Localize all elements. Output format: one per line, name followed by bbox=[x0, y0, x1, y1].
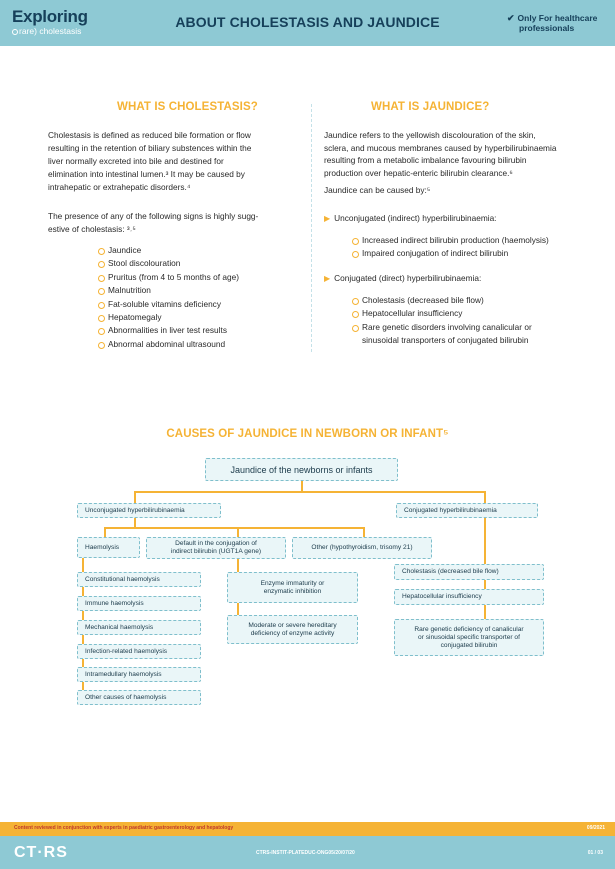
haemolysis-item: Constitutional haemolysis bbox=[77, 572, 201, 587]
conjugation-default-node bbox=[146, 537, 286, 559]
enzyme-deficiency-node bbox=[227, 615, 358, 644]
cholestasis-definition bbox=[48, 129, 303, 194]
cholestasis-signs-list bbox=[98, 244, 239, 351]
haemolysis-item: Infection-related haemolysis bbox=[77, 644, 201, 659]
logo-subtitle: rare) cholestasis bbox=[12, 26, 88, 36]
logo-title: Exploring bbox=[12, 7, 88, 26]
text-line: Jaundice refers to the yellowish discolouration of the skin, bbox=[324, 130, 536, 140]
text-line: The presence of any of the following signs is highly sugg- bbox=[48, 211, 259, 221]
unconjugated-node: Unconjugated hyperbilirubinaemia bbox=[77, 503, 221, 518]
text-line: sinusoidal transporters of conjugated bilirubin bbox=[362, 335, 529, 346]
jaundice-definition bbox=[324, 129, 609, 179]
other-causes-node: Other (hypothyroidism, trisomy 21) bbox=[292, 537, 432, 559]
text-line: elimination into intestinal lumen.³ It may be caused by bbox=[48, 169, 245, 179]
text-line: sclera, and mucous membranes caused by hyperbilirubinaemia bbox=[324, 142, 557, 153]
diagram-root-node: Jaundice of the newborns or infants bbox=[205, 458, 398, 481]
text-line: Rare genetic disorders involving canalicular or bbox=[362, 321, 532, 332]
conjugated-node: Conjugated hyperbilirubinaemia bbox=[396, 503, 538, 518]
text-line: Default in the conjugation of bbox=[175, 540, 257, 547]
connector-line bbox=[134, 491, 485, 493]
text-line: estive of cholestasis: ³˒⁵ bbox=[48, 224, 136, 234]
logo-sub-rare: rare bbox=[19, 26, 35, 36]
haemolysis-item: Intramedullary haemolysis bbox=[77, 667, 201, 682]
conjugated-list bbox=[352, 294, 532, 348]
cholestasis-signs-intro bbox=[48, 210, 303, 236]
text-line: conjugated bilirubin bbox=[440, 641, 498, 649]
haemolysis-node: Haemolysis bbox=[77, 537, 140, 558]
haemolysis-item: Mechanical haemolysis bbox=[77, 620, 201, 635]
connector-line bbox=[237, 559, 239, 572]
unconjugated-list bbox=[352, 234, 549, 261]
ctrs-logo: CT·RS bbox=[14, 844, 68, 861]
conjugated-heading bbox=[324, 272, 481, 285]
list-item: Pruritus (from 4 to 5 months of age) bbox=[98, 271, 239, 284]
connector-line bbox=[363, 527, 365, 537]
haemolysis-item: Immune haemolysis bbox=[77, 596, 201, 611]
text-line: resulting from a metabolic imbalance favouring bilirubin bbox=[324, 155, 527, 165]
hepatocellular-node: Hepatocellular insufficiency bbox=[394, 589, 544, 605]
list-item: Stool discolouration bbox=[98, 257, 239, 270]
connector-line bbox=[134, 491, 136, 503]
list-item: Impaired conjugation of indirect bilirubin bbox=[352, 247, 549, 260]
hcp-notice bbox=[507, 13, 611, 33]
connector-line bbox=[104, 527, 106, 537]
hcp-line2: professionals bbox=[519, 23, 575, 33]
connector-line bbox=[237, 527, 239, 537]
cholestasis-title: WHAT IS CHOLESTASIS? bbox=[117, 101, 258, 113]
connector-line bbox=[484, 605, 486, 619]
connector-line bbox=[237, 603, 239, 615]
hcp-line1: Only For healthcare bbox=[517, 13, 598, 23]
list-item: Hepatocellular insufficiency bbox=[352, 307, 532, 320]
triangle-bullet-icon: ▶ bbox=[324, 274, 331, 283]
connector-line bbox=[484, 491, 486, 503]
list-item: Hepatomegaly bbox=[98, 311, 239, 324]
page-header bbox=[0, 0, 615, 46]
text-line: resulting in the retention of biliary substences within the bbox=[48, 143, 252, 153]
unconjugated-heading bbox=[324, 212, 497, 225]
text-line: production over hepatic-enteric bilirubin clearance.⁶ bbox=[324, 167, 513, 178]
text-line: indirect bilirubin (UGT1A gene) bbox=[170, 548, 262, 555]
list-item: Abnormal abdominal ultrasound bbox=[98, 338, 239, 351]
rare-genetic-node bbox=[394, 619, 544, 656]
connector-line bbox=[484, 518, 486, 564]
text-line: Enzyme immaturity or bbox=[260, 579, 325, 587]
list-item: Cholestasis (decreased bile flow) bbox=[352, 294, 532, 307]
review-note: Content reviewed in conjunction with experts in paediatric gastroenterology and hepatology bbox=[14, 825, 234, 831]
document-reference: CTRS-INSTIT-PLATEDUC-ONG05/20/07/20 bbox=[256, 850, 355, 856]
text-line: Cholestasis is defined as reduced bile formation or flow bbox=[48, 130, 251, 140]
list-item: Jaundice bbox=[98, 244, 239, 257]
conjugated-label: Conjugated (direct) hyperbilirubinaemia: bbox=[334, 273, 482, 283]
text-line: Moderate or severe hereditary bbox=[248, 621, 337, 629]
text-line: Rare genetic deficiency of canalicular bbox=[414, 625, 524, 633]
page-footer bbox=[0, 836, 615, 869]
page-title: ABOUT CHOLESTASIS AND JAUNDICE bbox=[175, 14, 440, 30]
column-divider bbox=[311, 104, 312, 352]
footer-note-bar bbox=[0, 822, 615, 836]
unconjugated-label: Unconjugated (indirect) hyperbilirubinaemia: bbox=[334, 213, 497, 223]
publication-date: 09/2021 bbox=[586, 825, 605, 831]
list-item: Increased indirect bilirubin production (haemolysis) bbox=[352, 234, 549, 247]
triangle-bullet-icon: ▶ bbox=[324, 214, 331, 223]
check-icon: ✔ bbox=[507, 13, 515, 23]
text-line: enzymatic inhibition bbox=[263, 587, 322, 595]
text-line: deficiency of enzyme activity bbox=[250, 629, 335, 637]
connector-line bbox=[484, 580, 486, 589]
text-line: liver normally excreted into bile and destined for bbox=[48, 156, 224, 166]
page-number: 01 / 03 bbox=[587, 850, 603, 856]
causes-diagram-title: CAUSES OF JAUNDICE IN NEWBORN OR INFANT⁵ bbox=[166, 428, 449, 440]
list-item: Malnutrition bbox=[98, 284, 239, 297]
text-line: or sinusoidal specific transporter of bbox=[418, 633, 520, 641]
list-item bbox=[352, 321, 532, 348]
logo-sub-rest: cholestasis bbox=[39, 26, 82, 36]
cholestasis-node: Cholestasis (decreased bile flow) bbox=[394, 564, 544, 580]
haemolysis-item: Other causes of haemolysis bbox=[77, 690, 201, 705]
enzyme-immaturity-node bbox=[227, 572, 358, 603]
connector-line bbox=[104, 527, 364, 529]
jaundice-title: WHAT IS JAUNDICE? bbox=[371, 101, 490, 113]
text-line: intrahepatic or extrahepatic disorders.⁴ bbox=[48, 182, 191, 192]
jaundice-causes-intro: Jaundice can be caused by:⁵ bbox=[324, 185, 431, 195]
list-item: Fat-soluble vitamins deficiency bbox=[98, 298, 239, 311]
list-item: Abnormalities in liver test results bbox=[98, 324, 239, 337]
